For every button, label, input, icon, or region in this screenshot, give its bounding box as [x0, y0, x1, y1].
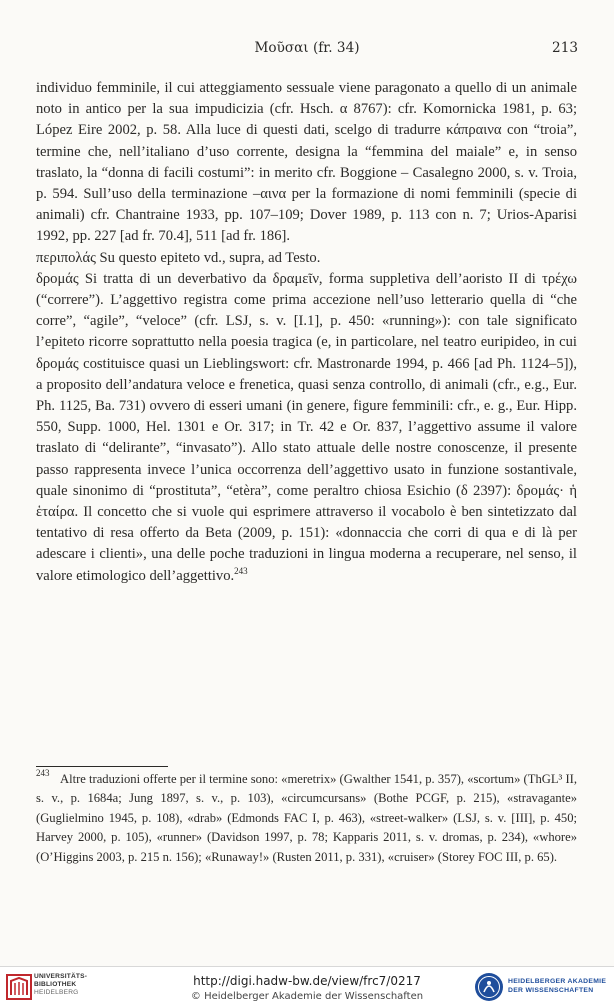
- paragraph-3-text: Si tratta di un deverbativo da δραμεῖν, forma suppletiva dell’aoristo II di τρέχω (“correre”). L’aggettivo registra come prima accezione nell’uso letterario quella di “che corre”, “agile”, “veloce” (cfr. LSJ, s. v. [I.1], p. 450: «running»): con tale significato l’epiteto ricorre soprattutto nella poesia tragica (e, in particolare, nel teatro euripideo, in cui δρομάς costituisce quasi un Lieblingswort: cfr. Mastronarde 1994, p. 466 [ad Ph. 1124–5]), a proposito dell’andatura veloce e frenetica, quasi senza controllo, di animali (cfr., e.g., Eur. Ph. 1125, Ba. 731) ovvero di esseri umani (in genere, figure femminili: cfr., e. g., Eur. Hipp. 550, Supp. 1000, Hel. 1301 e Or. 317; in Tr. 42 e Or. 837, l’aggettivo assume il valore traslato di “delirante”, “invasato”). Allo stato attuale delle nostre conoscenze, il presente passo rappresenta invece l’unica occorrenza dell’aggettivo usato in funzione sostantivale, quale sinonimo di “prostituta”, “etèra”, come peraltro chiosa Esichio (δ 2397): δρομάς· ἡ ἑταίρα. Il concetto che si vuole qui esprimere attraverso il vocabolo è ben sintetizzato dal tentativo di resa offerto da Beta (2009, p. 151): «donnaccia che corri di qua e di là per adescare i clienti», una delle poche traduzioni in lingua moderna a recuperare, nel senso, il valore etimologico dell’aggettivo.: [36, 270, 577, 584]
- paragraph-2-text: Su questo epiteto vd., supra, ad Testo.: [95, 249, 321, 266]
- paragraph-1: individuo femminile, il cui atteggiamento sessuale viene paragonato a quello di un animale noto in antico per la sua impudicizia (cfr. Hsch. α 8767): cfr. Komornicka 1981, p. 63; López Eire 2002, p. 58. Alla luce di questi dati, scelgo di tradurre κάπραινα con “troia”, termine che, nell’italiano d’uso corrente, designa la “femmina del maiale” e, in senso traslato, la “donna di facili costumi”: in merito cfr. Boggione – Casalegno 2000, s. v. Troia, p. 594. Sull’uso della terminazione –αινα per la formazione di nomi femminili (specie di animali) cfr. Chantraine 1933, pp. 107–109; Dover 1989, p. 113 con n. 7; Urios-Aparisi 1992, pp. 227 [ad fr. 70.4], 511 [ad fr. 186].: [36, 80, 577, 245]
- lemma-dromas: δρομάς: [36, 270, 79, 287]
- footnote-number: 243: [36, 768, 50, 778]
- footnote-divider: [36, 766, 168, 767]
- permalink-url[interactable]: http://digi.hadw-bw.de/view/frc7/0217: [193, 974, 421, 988]
- running-head: [36, 40, 578, 60]
- footnote-243: [36, 770, 577, 867]
- footnote-reference[interactable]: 243: [234, 565, 248, 576]
- lemma-peripolas: περιπολάς: [36, 249, 96, 266]
- university-library-name: UNIVERSITÄTS- BIBLIOTHEK HEIDELBERG: [34, 973, 88, 997]
- paragraph-3: [36, 269, 577, 587]
- paragraph-2: [36, 248, 577, 269]
- page-number: 213: [552, 40, 578, 56]
- running-head-title: Μοῦσαι (fr. 34): [254, 40, 360, 56]
- academy-seal-icon: [474, 972, 504, 1002]
- body-text: [36, 78, 577, 587]
- copyright-notice: © Heidelberger Akademie der Wissenschaften: [190, 991, 424, 1002]
- academy-name: HEIDELBERGER AKADEMIE DER WISSENSCHAFTEN: [508, 978, 607, 994]
- footnote-text: Altre traduzioni offerte per il termine sono: «meretrix» (Gwalther 1541, p. 357), «scortum» (ThGL³ II, s. v., p. 1684a; Jung 1897, s. v., p. 103), «circumcursans» (Bothe PCGF, p. 215), «stravagante» (Guglielmino 1945, p. 108), «drab» (Edmonds FAC I, p. 463), «street-walker» (LSJ, s. v. [III], p. 450; Harvey 2000, p. 105), «runner» (Davidson 1997, p. 78; Kapparis 2011, s. v. dromas, p. 234), «whore» (O’Higgins 2003, p. 215 n. 156); «Runaway!» (Rusten 2011, p. 331), «cruiser» (Storey FOC III, p. 65).: [36, 772, 577, 864]
- viewer-footer: [0, 966, 614, 1007]
